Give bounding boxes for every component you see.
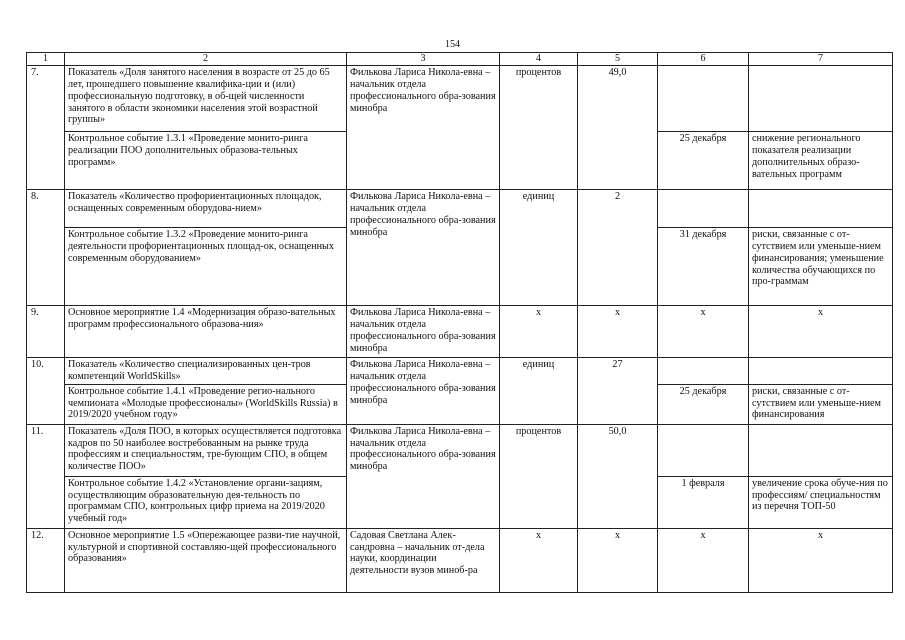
result-cell	[749, 65, 893, 131]
table-row	[27, 189, 893, 227]
header-cell: 6	[658, 53, 749, 66]
result-cell	[749, 189, 893, 227]
responsible-cell: Филькова Лариса Никола-евна – начальник отдела профессионального обра-зования минобра	[347, 424, 500, 528]
table-row	[27, 528, 893, 592]
header-cell: 3	[347, 53, 500, 66]
value-cell	[578, 227, 658, 305]
value-cell	[578, 131, 658, 189]
header-cell: 1	[27, 53, 65, 66]
header-cell: 2	[65, 53, 347, 66]
header-cell: 4	[500, 53, 578, 66]
date-cell: 25 декабря	[658, 384, 749, 424]
header-cell: 5	[578, 53, 658, 66]
date-cell: х	[658, 305, 749, 357]
activity-cell: Основное мероприятие 1.4 «Модернизация образо-вательных программ профессионального образова-ния»	[65, 305, 347, 357]
date-cell: 31 декабря	[658, 227, 749, 305]
unit-cell	[500, 384, 578, 424]
row-number: 7.	[27, 65, 65, 189]
responsible-cell: Филькова Лариса Никола-евна – начальник отдела профессионального обра-зования минобра	[347, 189, 500, 305]
table-row	[27, 65, 893, 131]
value-cell: 27	[578, 357, 658, 384]
unit-cell: х	[500, 305, 578, 357]
indicator-cell: Показатель «Количество специализированных цен-тров компетенций WorldSkills»	[65, 357, 347, 384]
responsible-cell: Филькова Лариса Никола-евна – начальник отдела профессионального обра-зования минобра	[347, 357, 500, 424]
result-cell: снижение регионального показателя реализации дополнительных образо-вательных программ	[749, 131, 893, 189]
indicator-cell: Показатель «Доля ПОО, в которых осуществляется подготовка кадров по 50 наиболее востребованным на рынке труда профессиям и специальностям, тре-бующим СПО, в общем количестве ПОО»	[65, 424, 347, 476]
responsible-cell: Садовая Светлана Алек-сандровна – начальник от-дела науки, координации деятельности вузов миноб-ра	[347, 528, 500, 592]
unit-cell	[500, 227, 578, 305]
indicator-cell: Показатель «Доля занятого населения в возрасте от 25 до 65 лет, прошедшего повышение квалифика-ции и (или) профессиональную подготовку, в об-щей численности занятого в области экономики населения этой возрастной группы»	[65, 65, 347, 131]
event-cell: Контрольное событие 1.4.2 «Установление органи-зациям, осуществляющим образовательную дея-тельность по программам СПО, контрольных цифр приема на 2019/2020 учебный год»	[65, 476, 347, 528]
result-cell: риски, связанные с от-сутствием или уменьше-нием финансирования	[749, 384, 893, 424]
unit-cell	[500, 476, 578, 528]
row-number: 9.	[27, 305, 65, 357]
unit-cell	[500, 131, 578, 189]
unit-cell: единиц	[500, 357, 578, 384]
value-cell: 49,0	[578, 65, 658, 131]
header-row	[27, 53, 893, 66]
event-cell: Контрольное событие 1.3.1 «Проведение монито-ринга реализации ПОО дополнительных образова-тельных программ»	[65, 131, 347, 189]
result-cell	[749, 424, 893, 476]
row-number: 10.	[27, 357, 65, 424]
event-cell: Контрольное событие 1.3.2 «Проведение монито-ринга деятельности профориентационных площад-ок, оснащенных современным оборудованием»	[65, 227, 347, 305]
unit-cell: процентов	[500, 424, 578, 476]
date-cell: х	[658, 528, 749, 592]
activity-cell: Основное мероприятие 1.5 «Опережающее разви-тие научной, культурной и спортивной составляю-щей профессионального образования»	[65, 528, 347, 592]
date-cell: 25 декабря	[658, 131, 749, 189]
row-number: 11.	[27, 424, 65, 528]
unit-cell: процентов	[500, 65, 578, 131]
date-cell	[658, 65, 749, 131]
value-cell	[578, 476, 658, 528]
value-cell: х	[578, 305, 658, 357]
value-cell: 2	[578, 189, 658, 227]
unit-cell: единиц	[500, 189, 578, 227]
responsible-cell: Филькова Лариса Никола-евна – начальник отдела профессионального обра-зования минобра	[347, 305, 500, 357]
responsible-cell: Филькова Лариса Никола-евна – начальник отдела профессионального обра-зования минобра	[347, 65, 500, 189]
result-cell: х	[749, 305, 893, 357]
table-row	[27, 305, 893, 357]
value-cell	[578, 384, 658, 424]
date-cell	[658, 357, 749, 384]
result-cell: х	[749, 528, 893, 592]
result-cell: увеличение срока обуче-ния по профессиям/ специальностям из перечня ТОП-50	[749, 476, 893, 528]
table-row	[27, 424, 893, 476]
row-number: 12.	[27, 528, 65, 592]
date-cell	[658, 424, 749, 476]
indicator-cell: Показатель «Количество профориентационных площадок, оснащенных современным оборудова-нием»	[65, 189, 347, 227]
date-cell	[658, 189, 749, 227]
header-cell: 7	[749, 53, 893, 66]
date-cell: 1 февраля	[658, 476, 749, 528]
result-cell: риски, связанные с от-сутствием или уменьше-нием финансирования; уменьшение количества обучающихся по про-граммам	[749, 227, 893, 305]
event-cell: Контрольное событие 1.4.1 «Проведение регио-нального чемпионата «Молодые профессионалы» (WorldSkills Russia) в 2019/2020 учебном году»	[65, 384, 347, 424]
result-cell	[749, 357, 893, 384]
value-cell: х	[578, 528, 658, 592]
row-number: 8.	[27, 189, 65, 305]
unit-cell: х	[500, 528, 578, 592]
page-number: 154	[445, 39, 460, 50]
table-row	[27, 357, 893, 384]
value-cell: 50,0	[578, 424, 658, 476]
plan-table	[26, 52, 893, 593]
